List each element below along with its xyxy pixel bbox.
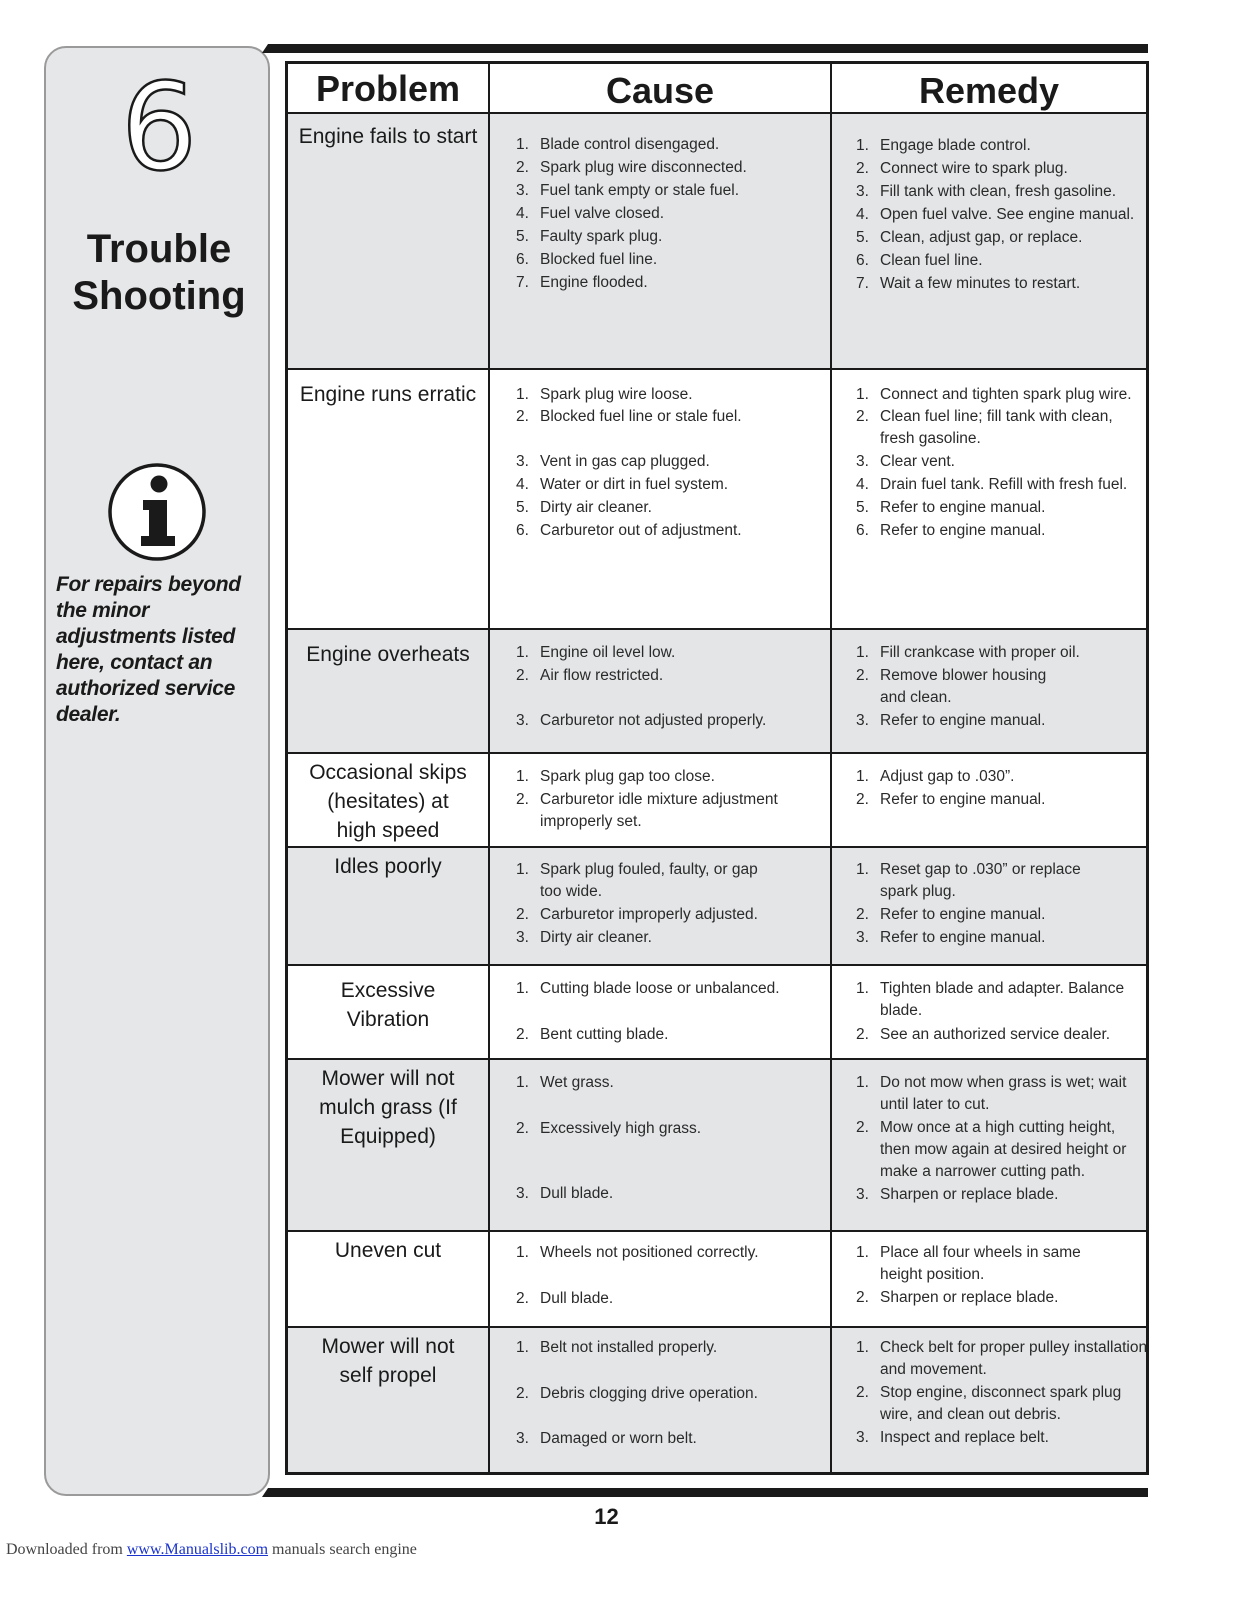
cause-item-text: Blocked fuel line. [540,251,658,268]
remedy-item-text: Clear vent. [880,453,955,470]
problem-cell [288,114,490,368]
header-problem: Problem [288,64,490,114]
cause-item-number: 6. [516,251,529,268]
problem-line: self propel [339,1364,437,1387]
cause-item-number: 1. [516,1074,529,1091]
cause-item-number: 6. [516,522,529,539]
remedy-item-text: Sharpen or replace blade. [880,1289,1059,1306]
problem-line: Uneven cut [334,1239,442,1262]
remedy-item-text: Refer to engine manual. [880,906,1046,923]
remedy-item-text: Mow once at a high cutting height, [880,1119,1116,1136]
cause-item-text: Excessively high grass. [540,1120,702,1137]
table-row [288,754,1146,848]
remedy-item-number: 3. [856,183,869,200]
cause-item-text: Engine flooded. [540,274,648,291]
remedy-item-text: See an authorized service dealer. [880,1026,1111,1043]
remedy-item-number: 1. [856,768,869,785]
cause-item-number: 1. [516,136,529,153]
problem-cell [288,966,490,1058]
remedy-item-number: 3. [856,1429,869,1446]
remedy-item-text: Open fuel valve. See engine manual. [880,206,1135,223]
problem-line: Idles poorly [334,855,442,878]
problem-line: Engine runs erratic [299,383,477,406]
cause-item-text: Carburetor idle mixture adjustment [540,791,778,808]
cause-item-number: 3. [516,1430,529,1447]
remedy-item-text: Refer to engine manual. [880,929,1046,946]
remedy-item-number: 6. [856,522,869,539]
remedy-cell [832,754,1146,846]
cause-item-number: 2. [516,159,529,176]
remedy-item-number: 1. [856,386,869,403]
remedy-item-text: height position. [880,1266,985,1283]
remedy-item-text: until later to cut. [880,1096,990,1113]
remedy-item-number: 1. [856,861,869,878]
cause-cell [490,966,832,1058]
remedy-item-text: Reset gap to .030” or replace [880,861,1081,878]
cause-item-text: Wet grass. [540,1074,614,1091]
remedy-item-text: wire, and clean out debris. [880,1406,1061,1423]
remedy-item-text: Fill tank with clean, fresh gasoline. [880,183,1117,200]
cause-item-text: Carburetor not adjusted properly. [540,712,767,729]
problem-text [292,976,484,1034]
remedy-cell [832,630,1146,752]
remedy-item-text: Stop engine, disconnect spark plug [880,1384,1122,1401]
remedy-cell [832,114,1146,368]
remedy-item-number: 6. [856,252,869,269]
remedy-item-text: then mow again at desired height or [880,1141,1127,1158]
remedy-item-text: Check belt for proper pulley installation [880,1339,1148,1356]
remedy-item-number: 1. [856,980,869,997]
cause-item-text: Spark plug gap too close. [540,768,715,785]
problem-line: Engine overheats [306,643,470,666]
problem-text [292,758,484,845]
cause-item-text: Blade control disengaged. [540,136,720,153]
cause-item-text: Cutting blade loose or unbalanced. [540,980,780,997]
problem-text [292,640,484,669]
cause-item-number: 2. [516,667,529,684]
remedy-item-number: 1. [856,1244,869,1261]
cause-item-text: Carburetor out of adjustment. [540,522,742,539]
remedy-item-text: and movement. [880,1361,987,1378]
remedy-item-number: 3. [856,453,869,470]
problem-cell [288,754,490,846]
remedy-item-number: 3. [856,1186,869,1203]
remedy-item-number: 2. [856,1384,869,1401]
cause-item-text: Air flow restricted. [540,667,664,684]
cause-item-number: 3. [516,1185,529,1202]
problem-line: Occasional skips [309,761,467,784]
table-row [288,1232,1146,1328]
sidebar-note: For repairs beyond the minor adjustments listed here, contact an authorized service dealer. [56,573,241,726]
cause-item-number: 3. [516,712,529,729]
problem-line: Equipped) [340,1125,436,1148]
remedy-item-text: Clean fuel line; fill tank with clean, [880,408,1113,425]
table-row [288,848,1146,966]
problem-cell [288,848,490,964]
remedy-item-number: 1. [856,137,869,154]
cause-item-text: Spark plug wire disconnected. [540,159,747,176]
cause-item-text: too wide. [540,883,603,900]
remedy-item-number: 7. [856,275,869,292]
remedy-item-number: 3. [856,712,869,729]
cause-cell [490,370,832,628]
cause-item-number: 3. [516,929,529,946]
cause-item-number: 2. [516,1026,529,1043]
remedy-cell [832,1060,1146,1230]
cause-item-number: 2. [516,1385,529,1402]
cause-item-text: Bent cutting blade. [540,1026,669,1043]
remedy-item-text: Place all four wheels in same [880,1244,1081,1261]
remedy-item-text: fresh gasoline. [880,430,981,447]
remedy-item-text: Connect wire to spark plug. [880,160,1068,177]
remedy-item-text: Remove blower housing [880,667,1047,684]
cause-item-text: Engine oil level low. [540,644,676,661]
problem-line: Mower will not [321,1067,455,1090]
problem-text [292,122,484,151]
section-title-line1: Trouble [86,227,232,271]
remedy-item-text: Refer to engine manual. [880,522,1046,539]
remedy-item-text: and clean. [880,689,952,706]
sidebar-panel [44,46,270,1496]
remedy-item-number: 2. [856,1026,869,1043]
chapter-number: 6 [120,59,198,198]
cause-item-text: Fuel tank empty or stale fuel. [540,182,740,199]
cause-item-text: improperly set. [540,813,642,830]
remedy-item-text: Clean fuel line. [880,252,983,269]
remedy-item-number: 1. [856,644,869,661]
problem-cell [288,630,490,752]
problem-line: mulch grass (If [319,1096,457,1119]
remedy-cell [832,1232,1146,1326]
problem-line: Excessive [340,979,436,1002]
cause-item-number: 1. [516,386,529,403]
cause-item-number: 5. [516,228,529,245]
problem-text [292,852,484,881]
cause-cell [490,1232,832,1326]
remedy-item-number: 2. [856,1119,869,1136]
cause-item-text: Spark plug fouled, faulty, or gap [540,861,758,878]
header-cause: Cause [490,64,832,114]
cause-item-number: 2. [516,408,529,425]
remedy-item-number: 2. [856,1289,869,1306]
cause-item-number: 3. [516,182,529,199]
remedy-item-number: 2. [856,408,869,425]
remedy-cell [832,966,1146,1058]
cause-cell [490,1328,832,1472]
remedy-item-number: 1. [856,1074,869,1091]
remedy-item-text: Refer to engine manual. [880,712,1046,729]
table-row [288,114,1146,370]
cause-item-text: Dirty air cleaner. [540,499,652,516]
top-rule [268,44,1148,53]
cause-item-text: Wheels not positioned correctly. [540,1244,759,1261]
remedy-item-text: Sharpen or replace blade. [880,1186,1059,1203]
cause-item-text: Dull blade. [540,1185,614,1202]
cause-item-text: Carburetor improperly adjusted. [540,906,758,923]
cause-item-number: 3. [516,453,529,470]
footer-suffix: manuals search engine [268,1541,417,1558]
cause-item-number: 1. [516,644,529,661]
remedy-item-text: make a narrower cutting path. [880,1163,1086,1180]
remedy-item-number: 2. [856,160,869,177]
remedy-item-text: Connect and tighten spark plug wire. [880,386,1132,403]
table-row [288,370,1146,630]
remedy-item-number: 3. [856,929,869,946]
cause-item-text: Dull blade. [540,1290,614,1307]
remedy-item-text: Inspect and replace belt. [880,1429,1049,1446]
cause-item-text: Faulty spark plug. [540,228,663,245]
header-remedy: Remedy [832,64,1146,114]
problem-line: Vibration [346,1008,430,1031]
troubleshooting-table [285,61,1149,1475]
cause-item-text: Blocked fuel line or stale fuel. [540,408,742,425]
cause-item-number: 4. [516,205,529,222]
remedy-item-text: Refer to engine manual. [880,499,1046,516]
cause-item-number: 1. [516,1339,529,1356]
problem-text [292,380,484,409]
cause-item-number: 2. [516,791,529,808]
problem-line: high speed [336,819,440,842]
remedy-item-number: 5. [856,229,869,246]
cause-item-number: 4. [516,476,529,493]
remedy-item-number: 2. [856,667,869,684]
cause-cell [490,114,832,368]
problem-text [292,1332,484,1390]
cause-item-text: Fuel valve closed. [540,205,665,222]
cause-item-number: 2. [516,1290,529,1307]
remedy-item-text: Refer to engine manual. [880,791,1046,808]
remedy-item-text: Fill crankcase with proper oil. [880,644,1080,661]
remedy-item-text: Wait a few minutes to restart. [880,275,1081,292]
cause-item-number: 7. [516,274,529,291]
cause-item-number: 2. [516,906,529,923]
cause-item-text: Belt not installed properly. [540,1339,718,1356]
cause-item-number: 5. [516,499,529,516]
problem-cell [288,1328,490,1472]
problem-line: Mower will not [321,1335,455,1358]
cause-item-number: 2. [516,1120,529,1137]
cause-item-text: Dirty air cleaner. [540,929,652,946]
remedy-item-text: Drain fuel tank. Refill with fresh fuel. [880,476,1128,493]
page-number: 12 [594,1504,619,1529]
info-icon [107,462,207,562]
remedy-item-text: blade. [880,1002,923,1019]
remedy-cell [832,848,1146,964]
cause-cell [490,848,832,964]
remedy-item-text: spark plug. [880,883,956,900]
problem-line: Engine fails to start [298,125,478,148]
remedy-item-text: Engage blade control. [880,137,1031,154]
problem-cell [288,370,490,628]
remedy-item-text: Adjust gap to .030”. [880,768,1015,785]
remedy-cell [832,370,1146,628]
footer-prefix: Downloaded from [6,1541,127,1558]
table-row [288,1328,1146,1472]
cause-cell [490,630,832,752]
cause-item-number: 1. [516,1244,529,1261]
table-row [288,1060,1146,1232]
section-title [46,226,272,320]
manualslib-link[interactable]: www.Manualslib.com [126,1541,269,1558]
remedy-item-number: 4. [856,206,869,223]
section-title-line2: Shooting [72,274,246,318]
problem-cell [288,1232,490,1326]
remedy-item-number: 4. [856,476,869,493]
cause-item-text: Debris clogging drive operation. [540,1385,758,1402]
cause-item-text: Water or dirt in fuel system. [540,476,729,493]
problem-cell [288,1060,490,1230]
cause-item-text: Vent in gas cap plugged. [540,453,710,470]
table-row [288,966,1146,1060]
remedy-item-number: 2. [856,791,869,808]
problem-line: (hesitates) at [327,790,449,813]
cause-item-number: 1. [516,980,529,997]
problem-text [292,1236,484,1265]
cause-item-number: 1. [516,768,529,785]
cause-item-text: Damaged or worn belt. [540,1430,697,1447]
remedy-item-text: Tighten blade and adapter. Balance [880,980,1125,997]
remedy-item-text: Do not mow when grass is wet; wait [880,1074,1127,1091]
download-footer [6,1541,417,1559]
remedy-item-number: 5. [856,499,869,516]
cause-cell [490,1060,832,1230]
remedy-item-number: 2. [856,906,869,923]
cause-item-text: Spark plug wire loose. [540,386,693,403]
remedy-item-text: Clean, adjust gap, or replace. [880,229,1083,246]
remedy-cell [832,1328,1146,1472]
remedy-item-number: 1. [856,1339,869,1356]
cause-item-number: 1. [516,861,529,878]
bottom-rule [268,1488,1148,1497]
table-row [288,630,1146,754]
problem-text [292,1064,484,1151]
cause-cell [490,754,832,846]
